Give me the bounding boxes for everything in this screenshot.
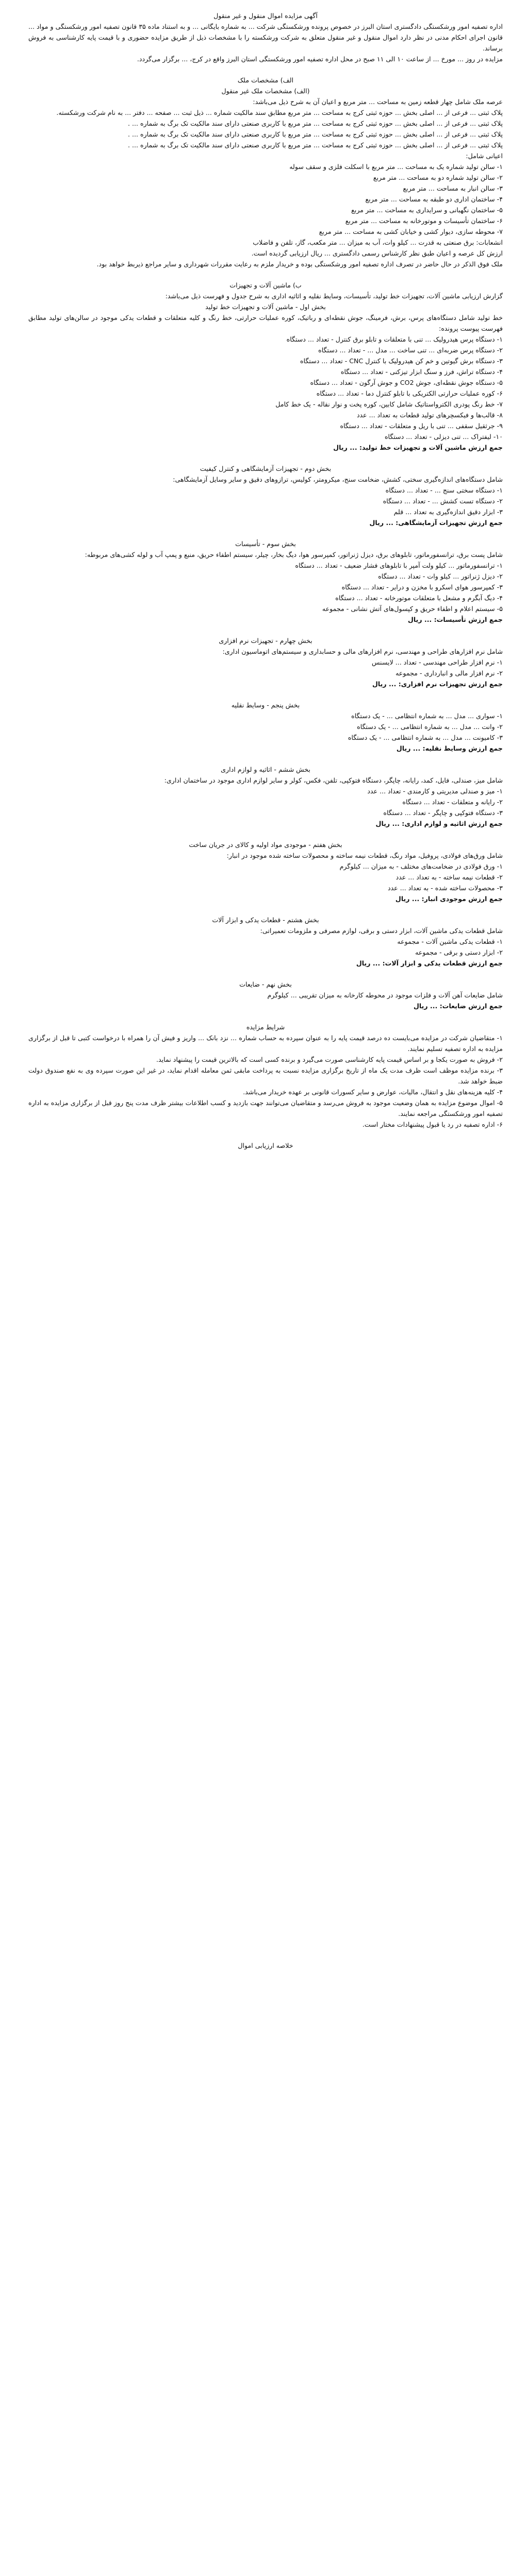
paragraph-gap bbox=[28, 269, 503, 280]
notice-line: ۵- اموال موضوع مزایده به همان وضعیت موجود به فروش می‌رسد و متقاضیان می‌توانند جهت بازدید و کسب اطلاعات بیشتر ظرف مدت پنج روز قبل از برگزاری مزایده به اداره تصفیه امور ورشکستگی مراجعه نمایند. bbox=[28, 1099, 503, 1117]
notice-line: خط تولید شامل دستگاه‌های پرس، برش، فرمینگ، جوش نقطه‌ای و رباتیک، کوره عملیات حرارتی، خط رنگ و کلیه متعلقات و قطعات یدکی موجود در سالن‌های تولید مطابق فهرست پیوست پرونده: bbox=[28, 314, 503, 332]
notice-line: ۴- دستگاه تراش، فرز و سنگ ابزار تیزکنی - تعداد ... دستگاه bbox=[340, 368, 503, 376]
notice-line: شامل دستگاه‌های اندازه‌گیری سختی، کشش، ضخامت سنج، میکرومتر، کولیس، ترازوهای دقیق و سایر وسایل آزمایشگاهی: bbox=[173, 476, 503, 483]
notice-line: ۱- ورق فولادی در ضخامت‌های مختلف - به میزان ... کیلوگرم bbox=[339, 862, 503, 870]
notice-line: پلاک ثبتی ... فرعی از ... اصلی بخش ... حوزه ثبتی کرج به مساحت ... متر مربع با کاربری صنعتی دارای سند مالکیت تک برگ به شماره ... . bbox=[127, 141, 503, 149]
paragraph-gap bbox=[28, 1130, 503, 1140]
notice-line: ۲- فروش به صورت یکجا و بر اساس قیمت پایه کارشناسی صورت می‌گیرد و برنده کسی است که بالاترین قیمت را پیشنهاد نماید. bbox=[156, 1056, 503, 1063]
section-total: جمع ارزش وسایط نقلیه: ... ریال bbox=[396, 744, 503, 752]
notice-line: ۳- سالن انبار به مساحت ... متر مربع bbox=[403, 184, 503, 192]
notice-line: ۱- ترانسفورماتور ... کیلو ولت آمپر با تابلوهای فشار ضعیف - تعداد ... دستگاه bbox=[295, 562, 503, 569]
section-total: جمع ارزش ماشین آلات و تجهیزات خط تولید: ... ریال bbox=[333, 444, 503, 451]
notice-line: ۱- متقاضیان شرکت در مزایده می‌بایست ده درصد قیمت پایه را به عنوان سپرده به حساب شماره ... نزد بانک ... واریز و فیش آن را همراه با درخواست کتبی تا قبل از برگزاری مزایده به اداره تصفیه تسلیم نمایند. bbox=[28, 1034, 503, 1053]
notice-line: ۳- برنده مزایده موظف است ظرف مدت یک ماه از تاریخ برگزاری مزایده نسبت به پرداخت مابقی ثمن معامله اقدام نماید، در غیر این صورت سپرده وی به نفع صندوق دولت ضبط خواهد شد. bbox=[28, 1066, 503, 1085]
notice-line: ۲- رایانه و متعلقات - تعداد ... دستگاه bbox=[402, 798, 503, 806]
notice-line: ۲- دستگاه پرس ضربه‌ای ... تنی ساخت ... مدل ... - تعداد ... دستگاه bbox=[318, 346, 503, 354]
paragraph-gap bbox=[28, 689, 503, 700]
section-total: جمع ارزش اثاثیه و لوازم اداری: ... ریال bbox=[375, 820, 503, 827]
paragraph-gap bbox=[28, 1011, 503, 1022]
section-total: جمع ارزش قطعات یدکی و ابزار آلات: ... ریال bbox=[356, 959, 503, 967]
section-heading: بخش هفتم - موجودی مواد اولیه و کالای در جریان ساخت bbox=[189, 841, 342, 849]
notice-body bbox=[28, 10, 503, 1151]
notice-line: ۳- ابزار دقیق اندازه‌گیری به تعداد ... قلم bbox=[393, 508, 503, 516]
notice-line: ۱۰- لیفتراک ... تنی دیزلی - تعداد ... دستگاه bbox=[384, 433, 503, 440]
notice-line: مزایده در روز ... مورخ ... از ساعت ۱۰ الی ۱۱ صبح در محل اداره تصفیه امور ورشکستگی استان البرز واقع در کرج، ... برگزار می‌گردد. bbox=[137, 55, 503, 63]
notice-line: شامل پست برق، ترانسفورماتور، تابلوهای برق، دیزل ژنراتور، کمپرسور هوا، دیگ بخار، چیلر، سیستم اطفاء حریق، منبع و پمپ آب و لوله کشی‌های مربوطه: bbox=[85, 551, 503, 558]
section-heading: (الف) مشخصات ملک غیر منقول bbox=[221, 87, 310, 95]
section-heading: بخش چهارم - تجهیزات نرم افزاری bbox=[219, 637, 312, 645]
section-heading: ب) ماشین آلات و تجهیزات bbox=[229, 281, 302, 289]
section-heading: بخش سوم - تأسیسات bbox=[235, 540, 296, 548]
notice-line: ۴- کلیه هزینه‌های نقل و انتقال، مالیات، عوارض و سایر کسورات قانونی بر عهده خریدار می‌باشد. bbox=[243, 1088, 503, 1096]
notice-line: ۳- دستگاه فتوکپی و چاپگر - تعداد ... دستگاه bbox=[383, 809, 503, 817]
section-heading: الف) مشخصات ملک bbox=[237, 76, 294, 84]
notice-title: آگهی مزایده اموال منقول و غیر منقول bbox=[213, 12, 318, 20]
notice-line: ۹- جرثقیل سقفی ... تنی با ریل و متعلقات - تعداد ... دستگاه bbox=[340, 422, 503, 430]
notice-line: ۱- دستگاه پرس هیدرولیک ... تنی با متعلقات و تابلو برق کنترل - تعداد ... دستگاه bbox=[286, 335, 503, 343]
notice-line: گزارش ارزیابی ماشین آلات، تجهیزات خط تولید، تأسیسات، وسایط نقلیه و اثاثیه اداری به شرح جدول و فهرست ذیل می‌باشد: bbox=[165, 292, 503, 300]
notice-line: ۶- اداره تصفیه در رد یا قبول پیشنهادات مختار است. bbox=[362, 1121, 503, 1128]
notice-line: ۱- میز و صندلی مدیریتی و کارمندی - تعداد ... عدد bbox=[367, 787, 503, 795]
notice-line: اداره تصفیه امور ورشکستگی دادگستری استان البرز در خصوص پرونده ورشکستگی شرکت ... به شماره بایگانی ... و به استناد ماده ۳۵ قانون تصفیه امور ورشکستگی و مواد ... قانون اجرای احکام مدنی در نظر دارد اموال منقول و غیر منقول متعلق به شرکت ورشکسته را با مشخصات ذیل از طریق مزایده حضوری و با قیمت پایه کارشناسی به فروش برساند. bbox=[28, 23, 503, 52]
section-total: جمع ارزش موجودی انبار: ... ریال bbox=[395, 895, 503, 903]
notice-line: ۱- سواری ... مدل ... به شماره انتظامی ... - یک دستگاه bbox=[351, 712, 503, 720]
notice-line: انشعابات: برق صنعتی به قدرت ... کیلو وات، آب به میزان ... متر مکعب، گاز، تلفن و فاضلاب bbox=[253, 239, 503, 246]
notice-line: شامل ورق‌های فولادی، پروفیل، مواد رنگ، قطعات نیمه ساخته و محصولات ساخته شده موجود در انبار: bbox=[226, 852, 503, 859]
notice-line: ۵- ساختمان نگهبانی و سرایداری به مساحت ... متر مربع bbox=[351, 206, 503, 214]
section-total: جمع ارزش تجهیزات نرم افزاری: ... ریال bbox=[372, 680, 503, 688]
section-total: جمع ارزش ضایعات: ... ریال bbox=[414, 1002, 503, 1010]
notice-line: ۳- محصولات ساخته شده - به تعداد ... عدد bbox=[387, 884, 503, 892]
notice-line: شامل میز، صندلی، فایل، کمد، رایانه، چاپگر، دستگاه فتوکپی، تلفن، فکس، کولر و سایر لوازم اداری موجود در ساختمان اداری: bbox=[164, 776, 503, 784]
notice-line: ۳- دستگاه برش گیوتین و خم کن هیدرولیک با کنترل CNC - تعداد ... دستگاه bbox=[300, 357, 503, 365]
paragraph-gap bbox=[28, 64, 503, 75]
notice-line: ۱- سالن تولید شماره یک به مساحت ... متر مربع با اسکلت فلزی و سقف سوله bbox=[289, 163, 503, 171]
notice-line: ۴- دیگ آبگرم و مشعل با متعلقات موتورخانه - تعداد ... دستگاه bbox=[335, 594, 503, 602]
notice-line: ۲- قطعات نیمه ساخته - به تعداد ... عدد bbox=[395, 873, 503, 881]
notice-line: پلاک ثبتی ... فرعی از ... اصلی بخش ... حوزه ثبتی کرج به مساحت ... متر مربع با کاربری صنعتی دارای سند مالکیت تک برگ به شماره ... . bbox=[127, 130, 503, 138]
notice-line: شامل قطعات یدکی ماشین آلات، ابزار دستی و برقی، لوازم مصرفی و ملزومات تعمیراتی: bbox=[260, 927, 503, 935]
notice-line: ۲- وانت ... مدل ... به شماره انتظامی ... - یک دستگاه bbox=[357, 723, 503, 731]
notice-line: ۵- سیستم اعلام و اطفاء حریق و کپسول‌های آتش نشانی - مجموعه bbox=[322, 605, 503, 613]
notice-line: ۲- دستگاه تست کشش ... - تعداد ... دستگاه bbox=[383, 497, 503, 505]
notice-line: ۶- کوره عملیات حرارتی الکتریکی با تابلو کنترل دما - تعداد ... دستگاه bbox=[316, 389, 503, 397]
notice-line: ۸- قالب‌ها و فیکسچرهای تولید قطعات به تعداد ... عدد bbox=[356, 411, 503, 419]
notice-line: ارزش کل عرصه و اعیان طبق نظر کارشناس رسمی دادگستری ... ریال ارزیابی گردیده است. bbox=[251, 249, 503, 257]
notice-line: ۲- سالن تولید شماره دو به مساحت ... متر مربع bbox=[373, 174, 503, 181]
section-total: جمع ارزش تجهیزات آزمایشگاهی: ... ریال bbox=[369, 519, 503, 527]
notice-line: ۱- قطعات یدکی ماشین آلات - مجموعه bbox=[397, 938, 503, 945]
section-total: جمع ارزش تأسیسات: ... ریال bbox=[407, 616, 503, 623]
section-heading: بخش هشتم - قطعات یدکی و ابزار آلات bbox=[212, 916, 319, 924]
notice-line: شامل نرم افزارهای طراحی و مهندسی، نرم افزارهای مالی و حسابداری و سیستم‌های اتوماسیون اداری: bbox=[222, 648, 503, 655]
paragraph-gap bbox=[28, 625, 503, 635]
notice-line: ۳- کمپرسور هوای اسکرو با مخزن و درایر - تعداد ... دستگاه bbox=[341, 583, 503, 591]
notice-line: عرصه ملک شامل چهار قطعه زمین به مساحت ... متر مربع و اعیان آن به شرح ذیل می‌باشد: bbox=[253, 98, 503, 106]
notice-line: ۴- ساختمان اداری دو طبقه به مساحت ... متر مربع bbox=[365, 195, 503, 203]
paragraph-gap bbox=[28, 904, 503, 914]
notice-line: اعیانی شامل: bbox=[466, 152, 503, 160]
notice-line: پلاک ثبتی ... فرعی از ... اصلی بخش ... حوزه ثبتی کرج به مساحت ... متر مربع مطابق سند مالکیت شماره ... ذیل ثبت ... صفحه ... دفتر ... به نام شرکت ورشکسته. bbox=[56, 109, 503, 116]
paragraph-gap bbox=[28, 528, 503, 538]
paragraph-gap bbox=[28, 969, 503, 979]
notice-line: شامل ضایعات آهن آلات و فلزات موجود در محوطه کارخانه به میزان تقریبی ... کیلوگرم bbox=[267, 991, 503, 999]
paragraph-gap bbox=[28, 453, 503, 463]
notice-line: ۳- کامیونت ... مدل ... به شماره انتظامی ... - یک دستگاه bbox=[348, 734, 503, 741]
paragraph-gap bbox=[28, 754, 503, 764]
notice-line: ۲- نرم افزار مالی و انبارداری - مجموعه bbox=[395, 669, 503, 677]
notice-line: ۷- خط رنگ پودری الکترواستاتیک شامل کابین، کوره پخت و نوار نقاله - یک خط کامل bbox=[275, 400, 503, 408]
notice-line: ۱- دستگاه سختی سنج ... - تعداد ... دستگاه bbox=[385, 486, 503, 494]
section-heading: بخش پنجم - وسایط نقلیه bbox=[231, 701, 300, 709]
section-heading: بخش اول - ماشین آلات و تجهیزات خط تولید bbox=[205, 303, 326, 311]
notice-line: ۲- ابزار دستی و برقی - مجموعه bbox=[415, 948, 503, 956]
section-heading: خلاصه ارزیابی اموال bbox=[238, 1142, 293, 1149]
section-heading: بخش نهم - ضایعات bbox=[239, 980, 292, 988]
section-heading: شرایط مزایده bbox=[246, 1023, 285, 1031]
notice-line: ۱- نرم افزار طراحی مهندسی - تعداد ... لایسنس bbox=[371, 658, 503, 666]
notice-line: ۵- دستگاه جوش نقطه‌ای، جوش CO2 و جوش آرگون - تعداد ... دستگاه bbox=[310, 379, 503, 386]
notice-line: ملک فوق الذکر در حال حاضر در تصرف اداره تصفیه امور ورشکستگی بوده و خریدار ملزم به رعایت مقررات شهرداری و سایر مراجع ذیربط خواهد بود. bbox=[96, 260, 503, 268]
section-heading: بخش ششم - اثاثیه و لوازم اداری bbox=[221, 766, 310, 773]
notice-line: ۶- ساختمان تأسیسات و موتورخانه به مساحت ... متر مربع bbox=[345, 217, 503, 225]
section-heading: بخش دوم - تجهیزات آزمایشگاهی و کنترل کیفیت bbox=[200, 465, 332, 472]
paragraph-gap bbox=[28, 829, 503, 839]
notice-line: ۲- دیزل ژنراتور ... کیلو وات - تعداد ... دستگاه bbox=[378, 572, 503, 580]
notice-line: ۷- محوطه سازی، دیوار کشی و خیابان کشی به مساحت ... متر مربع bbox=[319, 228, 503, 235]
notice-line: پلاک ثبتی ... فرعی از ... اصلی بخش ... حوزه ثبتی کرج به مساحت ... متر مربع با کاربری صنعتی دارای سند مالکیت تک برگ به شماره ... . bbox=[127, 120, 503, 127]
